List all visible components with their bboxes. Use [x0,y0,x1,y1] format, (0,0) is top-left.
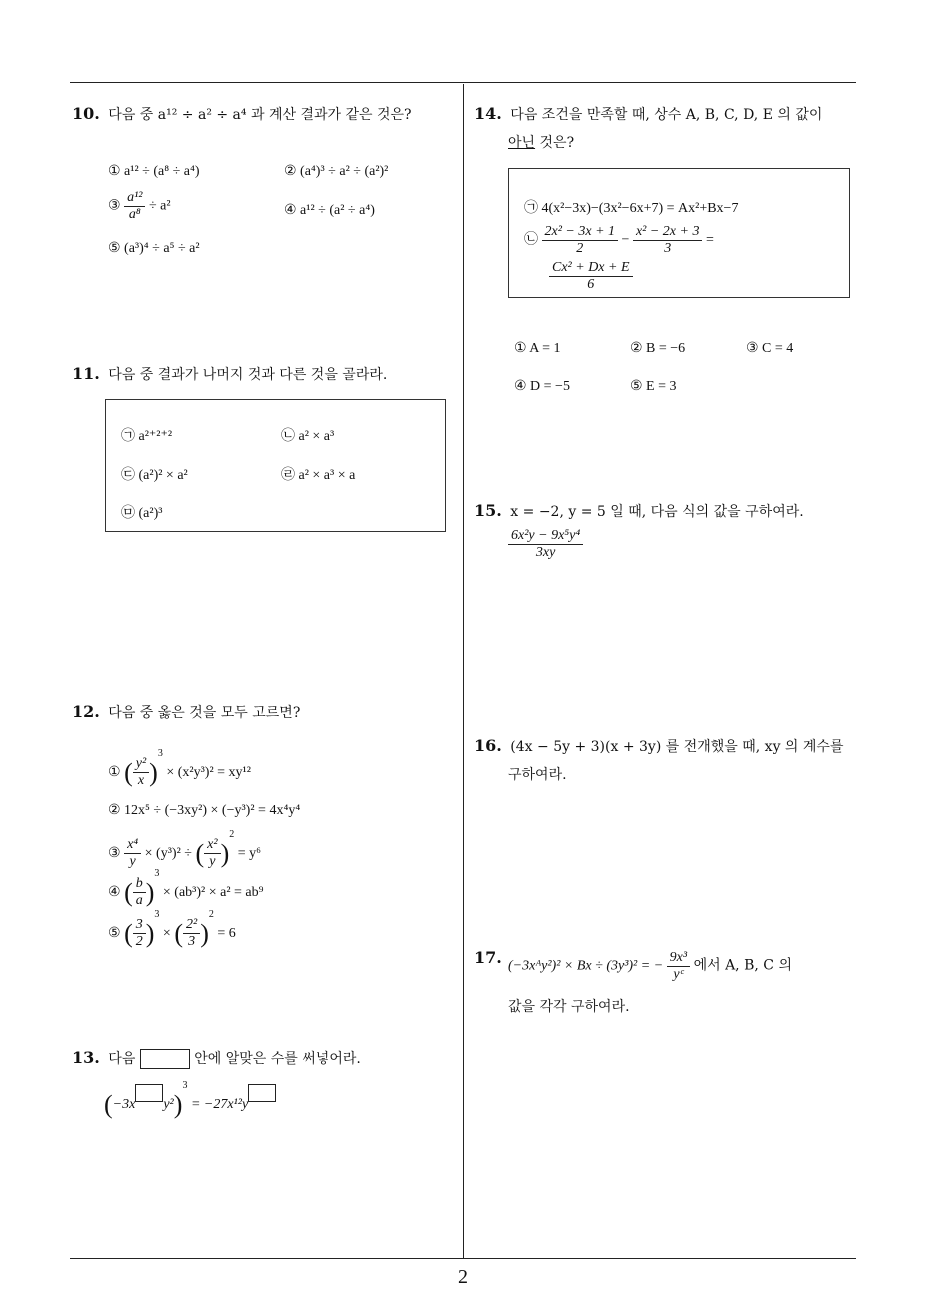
fraction [204,837,220,870]
fraction [633,224,703,257]
bottom-rule [70,1258,856,1259]
q14-conditions-box [508,168,850,298]
fraction [133,756,149,789]
fraction [667,950,690,983]
numerator: y² [133,756,149,773]
denominator: y [209,854,216,870]
numerator: x² − 2x + 3 [633,224,703,241]
question-16-line2 [508,764,567,784]
right-paren: ) [173,1089,183,1119]
q14-condition-1: ㉠ 4(x²−3x)−(3x²−6x+7) = Ax²+Bx−7 [524,201,739,216]
question-number: 17. [474,948,502,967]
q10-option-4[interactable]: ④ a¹² ÷ (a² ÷ a⁴) [284,203,375,218]
question-14 [474,104,854,124]
question-text: x = −2, y = 5 일 때, 다음 식의 값을 구하여라. [510,504,804,520]
numerator: 2x² − 3x + 1 [542,224,619,241]
question-16 [474,736,858,756]
expression: (−3xᴬy²)² × Bx ÷ (3y³)² = − [508,958,664,974]
numerator: 3 [133,917,146,934]
denominator: 3xy [535,545,556,560]
numerator: x⁴ [124,837,141,854]
fraction [124,190,145,223]
fraction [542,224,619,257]
fraction [183,917,200,950]
right-paren: ) [220,838,230,868]
question-number: 12. [72,702,100,721]
left-paren: ( [124,877,133,907]
option-middle: × (y³)² ÷ [144,846,192,861]
q12-option-5[interactable] [108,909,236,950]
option-suffix: = y⁶ [237,846,262,861]
q12-option-3[interactable] [108,829,261,870]
question-text: 다음 중 결과가 나머지 것과 다른 것을 골라라. [108,367,388,383]
numerator: 6x²y − 9x⁵y⁴ [508,528,583,545]
q11-items-box [105,399,446,532]
q11-item-5: ㉤ (a²)³ [121,506,163,521]
denominator: 6 [587,277,595,292]
question-number: 13. [72,1048,100,1067]
question-text: 에서 A, B, C 의 [693,957,792,974]
q10-option-1[interactable]: ① a¹² ÷ (a⁸ ÷ a⁴) [108,164,200,179]
question-number: 15. [474,501,502,520]
left-paren: ( [174,918,183,948]
question-number: 14. [474,104,502,123]
denominator: 3 [188,934,196,950]
q11-item-2: ㉡ a² × a³ [281,429,335,444]
option-suffix: × (x²y³)² = xy¹² [166,765,251,780]
option-suffix: ÷ a² [148,198,171,214]
question-text: 다음 [108,1051,136,1067]
right-paren: ) [145,877,155,907]
question-text: 것은? [539,135,575,151]
q14-option-4[interactable]: ④ D = −5 [514,379,570,394]
question-text: 다음 조건을 만족할 때, 상수 A, B, C, D, E 의 값이 [510,107,823,123]
question-17-line2 [508,996,630,1016]
question-number: 10. [72,104,100,123]
option-marker: ③ [108,846,121,861]
q11-item-1: ㉠ a²⁺²⁺² [121,429,173,444]
question-11 [72,364,387,384]
exponent: 3 [182,1080,188,1091]
q14-option-2[interactable]: ② B = −6 [630,341,686,356]
question-text: 구하여라. [508,767,567,783]
numerator: Cx² + Dx + E [549,260,633,277]
left-paren: ( [124,757,133,787]
question-text: 다음 중 a¹² ÷ a² ÷ a⁴ 과 계산 결과가 같은 것은? [108,107,412,123]
column-divider [463,84,464,1258]
option-suffix: = 6 [217,926,236,941]
denominator: a⁸ [128,207,141,222]
option-middle: × [162,926,171,941]
fraction [549,260,633,293]
left-paren: ( [195,838,205,868]
question-12 [72,702,300,722]
q13-expression [104,1080,276,1120]
exponent: 3 [154,909,160,920]
minus-sign: − [621,232,630,248]
option-marker: ④ [108,885,121,900]
q17-expression [508,950,792,983]
exponent-blank-1[interactable] [135,1084,163,1102]
question-number: 11. [72,364,100,383]
q10-option-5[interactable]: ⑤ (a³)⁴ ÷ a⁵ ÷ a² [108,241,200,256]
question-text-after: 안에 알맞은 수를 써넣어라. [194,1051,361,1067]
denominator: 2 [135,934,143,950]
exponent-blank-2[interactable] [248,1084,276,1102]
fraction [133,876,146,909]
numerator: 2² [183,917,200,934]
expr-part-a: −3x [112,1097,136,1112]
equals-sign: = [705,232,714,248]
option-marker: ⑤ [108,926,121,941]
right-paren: ) [145,918,155,948]
exponent: 2 [208,909,214,920]
answer-blank-sample [140,1049,190,1069]
fraction [508,528,583,561]
q11-item-3: ㉢ (a²)² × a² [121,468,188,483]
q10-option-2[interactable]: ② (a⁴)³ ÷ a² ÷ (a²)² [284,164,389,179]
q10-option-3[interactable] [108,190,171,223]
page-number: 2 [458,1266,468,1288]
question-10 [72,104,412,124]
numerator: b [133,876,146,893]
q14-option-3[interactable]: ③ C = 4 [746,341,794,356]
condition-marker: ㉡ [524,232,538,248]
right-paren: ) [149,757,158,787]
q12-option-4[interactable] [108,868,264,909]
q12-option-2[interactable]: ② 12x⁵ ÷ (−3xy²) × (−y³)² = 4x⁴y⁴ [108,803,301,818]
denominator: 3 [664,241,672,256]
emphasis-underlined: 아닌 [508,135,536,151]
fraction [133,917,146,950]
question-17 [474,948,506,967]
option-suffix: × (ab³)² × a² = ab⁹ [162,885,264,900]
right-paren: ) [200,918,209,948]
question-text: 다음 중 옳은 것을 모두 고르면? [108,705,301,721]
question-number: 16. [474,736,502,755]
option-marker: ③ [108,198,121,214]
numerator: a¹² [124,190,145,207]
denominator: yᶜ [673,967,684,982]
q14-option-1[interactable]: ① A = 1 [514,341,561,356]
denominator: y [129,854,136,870]
denominator: 2 [576,241,584,256]
exponent: 3 [154,868,160,879]
exponent: 3 [157,748,163,759]
option-marker: ① [108,765,121,780]
top-rule [70,82,856,83]
numerator: 9x³ [667,950,690,967]
question-14-line2 [508,132,574,152]
q14-condition-2 [524,224,714,257]
question-15 [474,501,804,521]
question-text: (4x − 5y + 3)(x + 3y) 를 전개했을 때, xy 의 계수를 [510,739,844,755]
left-paren: ( [124,918,133,948]
denominator: x [137,773,145,789]
fraction [124,837,141,870]
question-text: 값을 각각 구하여라. [508,999,630,1015]
left-paren: ( [104,1089,113,1119]
denominator: a [135,893,143,909]
expr-part-b: y² [163,1097,174,1112]
expr-part-c: = −27x¹²y [190,1097,249,1112]
q12-option-1[interactable] [108,748,251,789]
question-13 [72,1048,361,1069]
q14-condition-2-rhs [549,260,633,293]
numerator: x² [204,837,220,854]
q11-item-4: ㉣ a² × a³ × a [281,468,356,483]
q14-option-5[interactable]: ⑤ E = 3 [630,379,677,394]
q15-expression [508,528,583,561]
exponent: 2 [229,829,235,840]
